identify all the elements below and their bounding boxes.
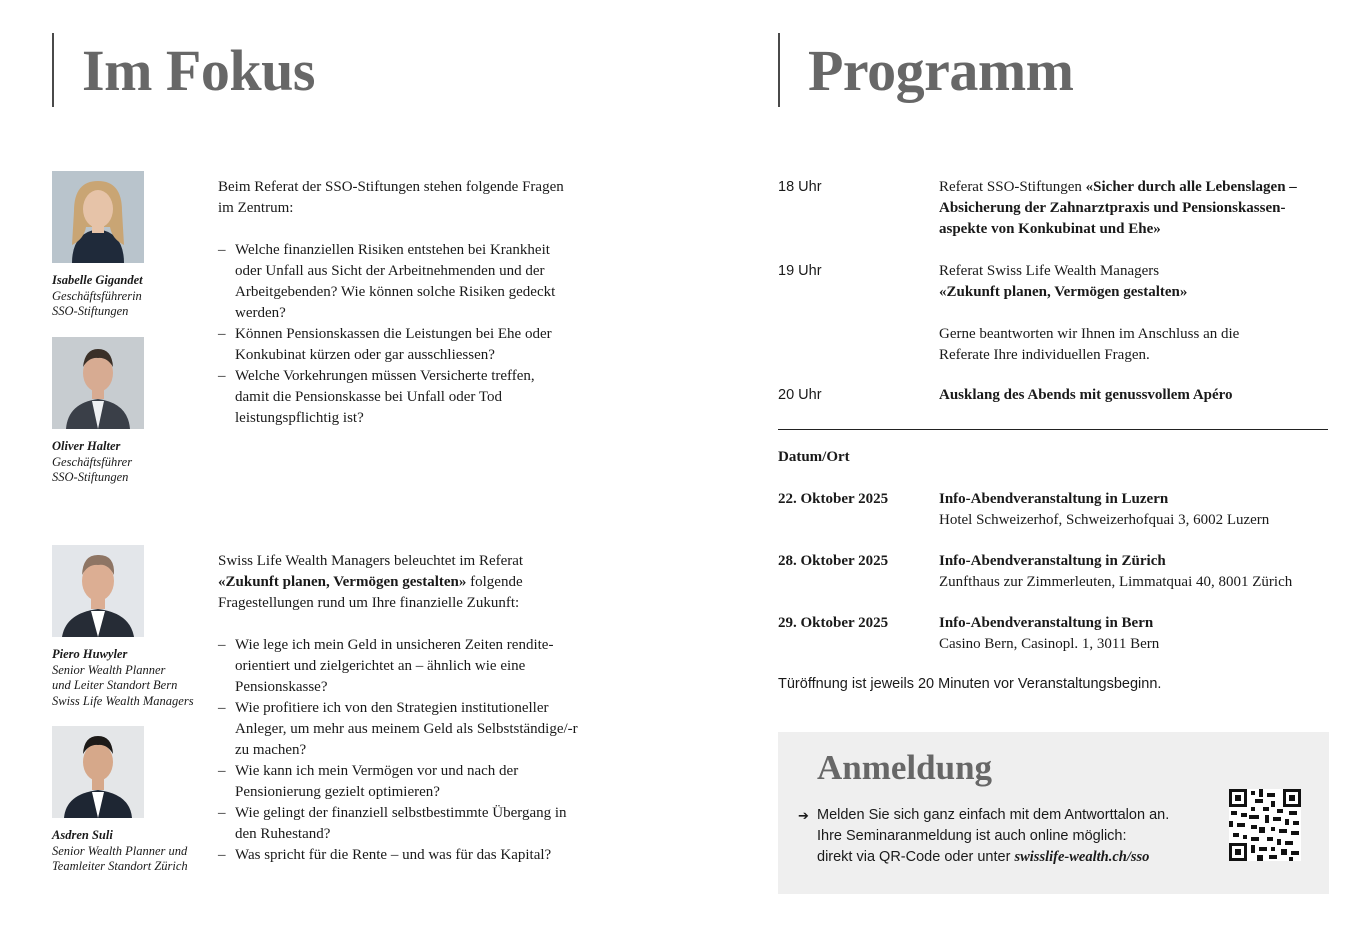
swisslife-question-list xyxy=(218,635,618,866)
person-caption-piero-huwyler xyxy=(52,647,194,709)
event-details xyxy=(939,613,1159,655)
program-description xyxy=(939,261,1339,366)
photo-asdren-suli xyxy=(52,726,144,818)
list-item xyxy=(218,240,618,324)
door-opening-note: Türöffnung ist jeweils 20 Minuten vor Veranstaltungsbeginn. xyxy=(778,676,1162,692)
event-title: Info-Abendveranstaltung in Luzern xyxy=(939,491,1169,507)
qr-code-icon[interactable] xyxy=(1229,789,1301,861)
intro-line: im Zentrum: xyxy=(218,200,294,216)
person-caption-isabelle-gigandet xyxy=(52,273,143,320)
list-item-line: – Was spricht für die Rente – und was für das Kapital? xyxy=(235,847,552,863)
intro-line: Fragestellungen rund um Ihre finanzielle Zukunft: xyxy=(218,595,520,611)
event-title: Info-Abendveranstaltung in Zürich xyxy=(939,553,1166,569)
person-role: Geschäftsführer xyxy=(52,454,133,469)
list-item xyxy=(218,845,618,866)
intro-line xyxy=(218,572,618,593)
person-role: Senior Wealth Planner und xyxy=(52,843,188,858)
list-item-line: Anleger, um mehr aus meinem Geld als Selbstständige/-r xyxy=(235,721,578,737)
event-title: Info-Abendveranstaltung in Bern xyxy=(939,615,1154,631)
heading-bar-left xyxy=(52,33,54,107)
list-item-line: – Wie gelingt der finanziell selbstbestimmte Übergang in xyxy=(235,805,567,821)
registration-link[interactable]: swisslife-wealth.ch/sso xyxy=(1014,849,1150,865)
person-caption-oliver-halter xyxy=(52,439,132,486)
list-item-line: Pensionierung gezielt optimieren? xyxy=(235,784,440,800)
program-title-line: aspekte von Konkubinat und Ehe» xyxy=(939,221,1161,237)
person-role: Teamleiter Standort Zürich xyxy=(52,859,188,873)
registration-line xyxy=(817,847,1169,868)
event-details xyxy=(939,551,1292,593)
list-item xyxy=(218,761,618,803)
page-heading-im-fokus: Im Fokus xyxy=(82,38,315,103)
registration-line: Melden Sie sich ganz einfach mit dem Antworttalon an. xyxy=(817,807,1170,823)
swisslife-referat-text xyxy=(218,551,618,866)
list-item-line: Pensionskasse? xyxy=(235,679,328,695)
heading-bar-right xyxy=(778,33,780,107)
event-date: 29. Oktober 2025 xyxy=(778,615,889,631)
person-org: SSO-Stiftungen xyxy=(52,304,129,318)
program-note-line: Referate Ihre individuellen Fragen. xyxy=(939,347,1150,363)
list-item-line: Arbeitgebenden? Wie können solche Risiken gedeckt xyxy=(235,284,556,300)
intro-line: Beim Referat der SSO-Stiftungen stehen folgende Fragen xyxy=(218,179,564,195)
list-item xyxy=(218,324,618,366)
program-time: 20 Uhr xyxy=(778,387,822,403)
event-details xyxy=(939,489,1269,531)
list-item-line: – Wie kann ich mein Vermögen vor und nach der xyxy=(235,763,519,779)
list-item-line: – Wie lege ich mein Geld in unsicheren Zeiten rendite- xyxy=(235,637,554,653)
list-item xyxy=(218,366,618,429)
program-prefix: Referat SSO-Stiftungen xyxy=(939,179,1086,195)
program-title-line: Absicherung der Zahnarztpraxis und Pensionskassen- xyxy=(939,200,1286,216)
event-place: Casino Bern, Casinopl. 1, 3011 Bern xyxy=(939,636,1160,652)
photo-piero-huwyler xyxy=(52,545,144,637)
person-name: Oliver Halter xyxy=(52,439,121,453)
list-item-line: – Welche finanziellen Risiken entstehen bei Krankheit xyxy=(235,242,550,258)
list-item-line: – Können Pensionskassen die Leistungen bei Ehe oder xyxy=(235,326,552,342)
registration-prefix: direkt via QR-Code oder unter xyxy=(817,849,1015,865)
program-time: 18 Uhr xyxy=(778,179,822,195)
person-name: Piero Huwyler xyxy=(52,647,128,661)
program-title: «Zukunft planen, Vermögen gestalten» xyxy=(939,284,1188,300)
program-line xyxy=(939,177,1339,198)
registration-box xyxy=(778,732,1329,894)
list-item-line: orientiert und zielgerichtet an – ähnlich wie eine xyxy=(235,658,526,674)
list-item-line: oder Unfall aus Sicht der Arbeitnehmenden und der xyxy=(235,263,545,279)
event-date: 28. Oktober 2025 xyxy=(778,553,889,569)
program-description xyxy=(939,177,1339,240)
sso-question-list xyxy=(218,240,618,429)
photo-oliver-halter xyxy=(52,337,144,429)
program-description: Ausklang des Abends mit genussvollem Apéro xyxy=(939,387,1233,403)
intro-line: Swiss Life Wealth Managers beleuchtet im Referat xyxy=(218,553,524,569)
program-note-line: Gerne beantworten wir Ihnen im Anschluss an die xyxy=(939,326,1240,342)
program-line: Referat Swiss Life Wealth Managers xyxy=(939,263,1160,279)
event-date: 22. Oktober 2025 xyxy=(778,491,889,507)
page-heading-programm: Programm xyxy=(808,38,1074,103)
list-item-line: – Wie profitiere ich von den Strategien institutioneller xyxy=(235,700,549,716)
list-item-line: – Welche Vorkehrungen müssen Versicherte treffen, xyxy=(235,368,535,384)
person-role: Senior Wealth Planner xyxy=(52,662,166,677)
list-item-line: werden? xyxy=(235,305,286,321)
sso-referat-text xyxy=(218,177,618,429)
list-item xyxy=(218,635,618,698)
list-item-line: leistungspflichtig ist? xyxy=(235,410,364,426)
list-item-line: Konkubinat kürzen oder gar ausschliessen? xyxy=(235,347,495,363)
list-item-line: zu machen? xyxy=(235,742,307,758)
registration-heading: Anmeldung xyxy=(817,748,993,787)
photo-isabelle-gigandet xyxy=(52,171,144,263)
list-item-line: den Ruhestand? xyxy=(235,826,331,842)
person-role: und Leiter Standort Bern xyxy=(52,678,178,692)
program-title: «Sicher durch alle Lebenslagen – xyxy=(1085,179,1297,195)
person-name: Asdren Suli xyxy=(52,828,113,842)
person-caption-asdren-suli xyxy=(52,828,188,875)
intro-fragment: folgende xyxy=(466,574,523,590)
arrow-right-icon: ➔ xyxy=(798,808,809,823)
person-name: Isabelle Gigandet xyxy=(52,273,143,287)
referat-title: «Zukunft planen, Vermögen gestalten» xyxy=(218,574,467,590)
person-org: SSO-Stiftungen xyxy=(52,470,129,484)
person-org: Swiss Life Wealth Managers xyxy=(52,693,194,708)
program-time: 19 Uhr xyxy=(778,263,822,279)
event-place: Hotel Schweizerhof, Schweizerhofquai 3, 6002 Luzern xyxy=(939,512,1270,528)
list-item xyxy=(218,698,618,761)
event-place: Zunfthaus zur Zimmerleuten, Limmatquai 40, 8001 Zürich xyxy=(939,574,1293,590)
list-item xyxy=(218,803,618,845)
datum-ort-label: Datum/Ort xyxy=(778,449,850,465)
divider xyxy=(778,429,1328,430)
person-role: Geschäftsführerin xyxy=(52,288,142,303)
list-item-line: damit die Pensionskasse bei Unfall oder Tod xyxy=(235,389,502,405)
registration-text xyxy=(817,805,1169,868)
registration-line: Ihre Seminaranmeldung ist auch online möglich: xyxy=(817,828,1127,844)
